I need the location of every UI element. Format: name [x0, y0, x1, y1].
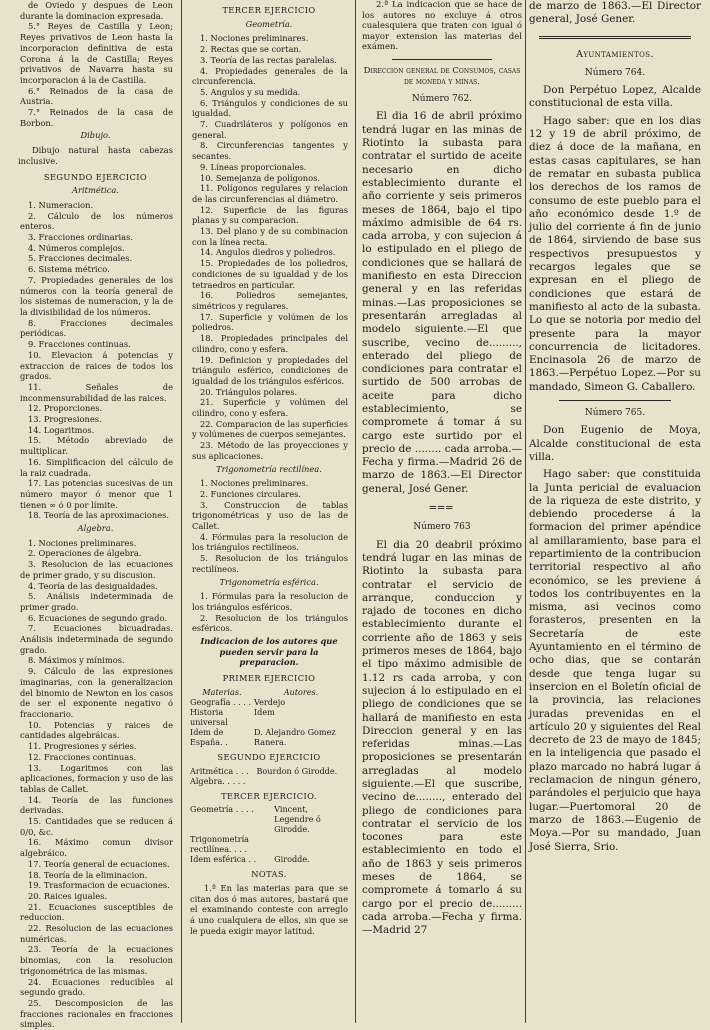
materia-cell: Geografía . . . .	[190, 696, 251, 707]
tercer-authors-table	[190, 804, 348, 864]
list-item: 23. Método de las proyecciones y sus aplicaciones.	[192, 440, 348, 461]
list-item: 7. Ecuaciones bicuadradas. Análisis indeterminada de segundo grado.	[20, 623, 173, 655]
list-item: 16. Poliedros semejantes, simétricos y regulares.	[192, 290, 348, 311]
column-divider	[525, 0, 526, 1023]
list-item: 7. Propiedades generales de los números con la teoría general de los sistemas de numeracion, y la de la divisibilidad de los números.	[20, 274, 173, 317]
anuncio-764: Hago saber: que en los dias 12 y 19 de abril próximo, de diez á doce de la mañana, en estas casas capitulares, se han de rematar en subasta publica los derechos de los ramos de consumo de este pueblo para el año económico desde 1.º de julio del corriente á fin de junio de 1864, sirviendo de base sus respectivos presupuestos y recargos legales que se expresan en el pliego de condiciones que estará de manifiesto al acto de la subasta. Lo que se notoria por medio del presente para la mayor concurrencia de licitadores. Encinasola 26 de marzo de 1863.—Perpétuo Lopez.—Por su mandado, Simeon G. Caballero.	[529, 114, 701, 393]
list-item: 10. Potencias y raices de cantidades algebráicas.	[20, 719, 173, 741]
list-item: 8. Fracciones decimales periódicas.	[20, 317, 173, 339]
materia-cell: Idem de España. .	[190, 726, 228, 747]
list-item: 5. Resolucion de los triángulos rectilíneos.	[192, 553, 348, 574]
list-item: 19. Definicion y propiedades del triángulo esférico, condiciones de igualdad de los triángulos esféricos.	[192, 354, 348, 386]
list-item: 5. Angulos y su medida.	[200, 86, 301, 97]
table-row	[190, 804, 348, 834]
trig-rectilinea-list	[190, 478, 348, 574]
list-item: 1. Nociones preliminares.	[200, 33, 309, 44]
list-item: 4. Propiedades generales de la circunferencia.	[192, 65, 348, 87]
table-row	[190, 727, 348, 747]
materia-cell: Aritmética . . .	[190, 765, 249, 776]
list-item: 12. Proporciones.	[28, 403, 103, 414]
list-item: 8. Máximos y mínimos.	[28, 655, 125, 666]
numero-765: Número 765.	[584, 408, 646, 419]
list-item: 9. Cálculo de las expresiones imaginarias, con la generalizacion del binomio de Newton en los casos de ser el exponente negativo ó fraccionario.	[20, 666, 173, 719]
list-item: 21. Superficie y volúmen del cilindro, cono y esfera.	[192, 397, 348, 419]
list-item: 4. Números complejos.	[28, 242, 125, 253]
list-item: 3. Teoría de las rectas paralelas.	[200, 54, 337, 65]
materia-cell: Idem esférica . .	[190, 854, 257, 865]
list-item: 1. Numeracion.	[28, 199, 94, 210]
list-item: 13. Logaritmos con las aplicaciones, formacion y uso de las tablas de Callet.	[20, 762, 173, 794]
list-item: 18. Propiedades principales del cilindro, cono y esfera.	[192, 333, 348, 354]
segundo-authors-table	[190, 766, 348, 786]
aritmetica-list	[18, 200, 173, 521]
list-item: 20. Raices iguales.	[28, 890, 108, 901]
list-item: 10. Elevacion á potencias y extraccion de raices de todos los grados.	[20, 349, 173, 382]
aritmetica-heading: Aritmética.	[72, 185, 119, 196]
list-item: 1. Fórmulas para la resolucion de los triángulos esféricos.	[192, 591, 348, 612]
list-item: 8. Circunferencias tangentes y secantes.	[192, 140, 348, 162]
tercer-ejercicio-heading-2: TERCER EJERCICIO.	[221, 790, 317, 801]
autor-cell: Girodde.	[274, 854, 310, 865]
materia-cell: Geometría . . . .	[190, 804, 254, 815]
list-item: 12. Fracciones continuas.	[28, 751, 137, 762]
column-2	[190, 0, 348, 1023]
primer-authors-table	[190, 687, 348, 747]
list-item: 12. Superficie de las figuras planas y su comparacion.	[192, 204, 348, 226]
list-item: 16. Simplificacion del cálculo de la raiz cuadrada.	[20, 456, 173, 478]
ayuntamientos-heading: Ayuntamientos.	[576, 48, 654, 60]
list-item: 15. Método abreviado de multiplicar.	[20, 435, 173, 457]
column-4	[529, 0, 701, 1023]
autor-cell: Idem	[253, 706, 275, 717]
list-item: 14. Logaritmos.	[28, 424, 95, 435]
table-row	[190, 854, 348, 864]
list-item: 22. Resolucion de las ecuaciones numéricas.	[20, 923, 173, 944]
algebra-list	[18, 538, 173, 1030]
list-item: 7.° Reinados de la casa de Borbon.	[20, 107, 173, 128]
indicacion-heading: Indicacion de los autores que pueden servir para la preparacion.	[200, 636, 338, 668]
list-item: 21. Ecuaciones susceptibles de reduccion.	[20, 901, 173, 923]
autor-cell	[256, 776, 348, 786]
table-row	[190, 707, 348, 727]
materia-cell: Historia universal	[190, 706, 228, 727]
list-item: 6. Ecuaciones de segundo grado.	[28, 612, 167, 623]
autor-cell: Vincent, Legendre ó Girodde.	[274, 804, 321, 835]
list-item: 18. Teoría de las aproximaciones.	[28, 510, 169, 521]
notas-heading: NOTAS.	[251, 869, 287, 880]
list-item: 5.° Reyes de Castilla y Leon; Reyes privativos de Leon hasta la incorporacion definitiva de esta Corona á la de Castilla; Reyes privativos de Navarra hasta su incorporacion á la de Castilla.	[20, 21, 173, 85]
double-rule	[539, 36, 691, 39]
table-row	[190, 766, 348, 776]
autor-cell: Bourdon ó Girodde.	[256, 765, 338, 776]
intro-765: Don Eugenio de Moya, Alcalde constitucional de esta villa.	[529, 424, 701, 463]
top-signature: de marzo de 1863.—El Director general, José Gener.	[529, 0, 701, 26]
list-item: 2. Operaciones de álgebra.	[28, 548, 142, 559]
numero-764: Número 764.	[584, 67, 646, 78]
list-item: 20. Triángulos polares.	[200, 386, 298, 397]
list-item: 7. Cuadriláteros y polígonos en general.	[192, 119, 348, 140]
nota-2: 2.ª La indicacion que se hace de los autores no excluye á otros cualesquiera que traten con igual ó mayor extension las materias del exámen.	[362, 0, 522, 53]
numero-763: Número 763	[413, 522, 471, 533]
list-item: 5. Análisis indeterminada de primer grado.	[20, 591, 173, 612]
materia-cell: Trigonometría rectilínea. . . .	[190, 834, 249, 855]
section-rule	[392, 59, 492, 60]
list-item: 6. Triángulos y condiciones de su igualdad.	[192, 97, 348, 119]
dibujo-heading: Dibujo.	[80, 130, 111, 141]
anuncio-763: El dia 20 deabril próximo tendrá lugar en las minas de Riotinto la subasta para contratar el servicio de arranque, conduccion y rajado de tocones en dicho establecimiento durante el corriente año de 1863 y seis primeros meses de 1864, bajo el tipo máximo admisible de 1.12 rs cada arroba, y con sujecion á lo estipulado en el pliego de condiciones que se hallará de manifiesto en esta Direccion general y en las referidas minas.—Las proposiciones se presentarán arregladas al modelo siguiente.—El que suscribe, vecino de........, enterado del pliego de condiciones para contratar el servicio de los tocones para este establecimiento en todo el año de 1863 y seis primeros meses de 1864, se compromete á tomarlo á su cargo por el precio de......... cada arroba.—Fecha y firma.—Madrid 27	[362, 538, 522, 937]
list-item: 1. Nociones preliminares.	[200, 478, 309, 489]
intro-764: Don Perpétuo Lopez, Alcalde constitucional de esta villa.	[529, 84, 701, 110]
materias-header: Materias.	[202, 686, 242, 697]
list-item: 2. Rectas que se cortan.	[200, 44, 302, 55]
list-item: 3. Fracciones ordinarias.	[28, 232, 133, 243]
autor-cell: D. Alejandro Gomez Ranera.	[253, 726, 336, 747]
anuncio-762: El dia 16 de abril próximo tendrá lugar en las minas de Riotinto la subasta para contratar el surtido de aceite necesario en dicho establecimiento durante el año corriente y seis primeros meses de 1864, bajo el tipo máximo admisible de 64 rs. cada arroba, y con sujecion á lo estipulado en el pliego de condiciones que se hallará de manifiesto en esta Direccion general y en las referidas minas.—Las proposiciones se presentarán arregladas al modelo siguiente.—El que suscribe, vecino de........., enterado del pliego de condiciones para contratar el surtido de 500 arrobas de aceite para dicho establecimiento, se compromete á tomar á su cargo este surtido por el precio de ........ cada arroba.—Fecha y firma.—Madrid 26 de marzo de 1863.—El Director general, José Gener.	[362, 110, 522, 495]
list-item: 19. Trasformacion de ecuaciones.	[28, 880, 170, 891]
list-item: 6. Sistema métrico.	[28, 264, 110, 275]
list-item: 17. Teoría general de ecuaciones.	[28, 858, 170, 869]
table-row	[190, 776, 348, 786]
history-list-tail	[18, 0, 173, 128]
list-item: 22. Comparacion de las superficies y volúmenes de cuerpos semejantes.	[192, 418, 348, 440]
list-item: 3. Resolucion de las ecuaciones de primer grado, y su discusion.	[20, 559, 173, 580]
separator: ═══	[429, 502, 455, 515]
nota-1: 1.ª En las materias para que se citan dos ó mas autores, bastará que el examinando conteste con arreglo á uno cualquiera de ellos, sin que se le pueda exigir mayor latitud.	[190, 883, 348, 936]
list-item: 3. Construccion de tablas trigonométricas y uso de las de Callet.	[192, 499, 348, 532]
geometria-heading: Geometría.	[245, 18, 293, 29]
list-item: 5. Fracciones decimales.	[28, 253, 133, 264]
list-item: de Oviedo y despues de Leon durante la dominacion expresada.	[20, 0, 173, 21]
materia-cell: Algebra. . . . .	[190, 775, 246, 786]
list-item: 4. Fórmulas para la resolucion de los triángulos rectilíneos.	[192, 531, 348, 553]
list-item: 9. Fracciones continuas.	[28, 339, 131, 350]
list-item: 18. Teoría de la eliminacion.	[28, 869, 148, 880]
geometria-list	[190, 33, 348, 461]
numero-762: Número 762.	[411, 94, 473, 105]
autores-header: Autores.	[283, 686, 319, 697]
direccion-heading: Direccion general de Consumos, casas de moneda y minas.	[363, 65, 521, 87]
list-item: 14. Teoría de las funciones derivadas.	[20, 794, 173, 816]
trig-rectilinea-heading: Trigonometría rectilínea.	[216, 463, 322, 474]
list-item: 11. Polígonos regulares y relacion de las circunferencias al diámetro.	[192, 183, 348, 204]
primer-ejercicio-heading: PRIMER EJERCICIO	[222, 673, 316, 684]
autor-cell: Verdejo	[253, 696, 286, 707]
segundo-ejercicio-heading-2: SEGUNDO EJERCICIO	[217, 751, 321, 762]
list-item: 6.° Reinados de la casa de Austria.	[20, 85, 173, 107]
column-1	[18, 0, 173, 1030]
list-item: 25. Descomposicion de las fracciones racionales en fracciones simples.	[20, 997, 173, 1030]
list-item: 2. Funciones circulares.	[200, 488, 302, 499]
tercer-ejercicio-heading: TERCER EJERCICIO	[222, 5, 316, 15]
anuncio-765: Hago saber: que constituida la Junta pericial de evaluacion de la riqueza de este distrito, y debiendo procederse á la formacion del primer apéndice al amillaramiento, base para el repartimiento de la contribucion territorial respectivo al año económico, se les previene á todos los contribuyentes en la misma, asi vecinos como forasteros, presenten en la Secretaría de este Ayuntamiento en el término de ocho dias, que se contarán desde que tenga lugar su insercion en el Boletín oficial de la provincia, las relaciones juradas prevenidas en el artículo 20 y siguientes del Real decreto de 23 de mayo de 1845; en la inteligencia que pasado el plazo marcado no habrá lugar á reclamacion de ningun género, parándoles el perjuicio que haya lugar.—Puertomoral 20 de marzo de 1863.—Eugenio de Moya.—Por su mandado, Juan José Sierra, Srio.	[529, 468, 701, 853]
list-item: 15. Cantidades que se reducen á 0/0, &c.	[20, 816, 173, 837]
column-3	[362, 0, 522, 1023]
list-item: 9. Líneas proporcionales.	[200, 161, 307, 172]
list-item: 2. Resolucion de los triángulos esféricos.	[192, 612, 348, 634]
list-item: 17. Superficie y volúmen de los poliedros.	[192, 311, 348, 333]
list-item: 10. Semejanza de polígonos.	[200, 172, 321, 183]
list-item: 15. Propiedades de los poliedros, condiciones de su igualdad y de los tetraedros en particular.	[192, 258, 348, 290]
list-item: 11. Progresiones y séries.	[28, 741, 137, 752]
list-item: 24. Ecuaciones reducibles al segundo grado.	[20, 976, 173, 998]
section-rule	[559, 400, 671, 401]
list-item: 17. Las potencias sucesivas de un número mayor ó menor que 1 tienen ∞ ó 0 por límite.	[20, 478, 173, 510]
list-item: 14. Angulos diedros y poliedros.	[200, 247, 336, 258]
trig-esferica-heading: Trigonometría esférica.	[219, 576, 319, 587]
list-item: 23. Teoría de la ecuaciones binomias, con la resolucion trigonométrica de las mismas.	[20, 944, 173, 976]
segundo-ejercicio-heading: SEGUNDO EJERCICIO	[43, 171, 148, 182]
trig-esferica-list	[190, 591, 348, 634]
table-row	[190, 834, 348, 854]
dibujo-text: Dibujo natural hasta cabezas inclusive.	[18, 145, 173, 166]
list-item: 2. Cálculo de los números enteros.	[20, 210, 173, 232]
algebra-heading: Algebra.	[77, 523, 114, 534]
list-item: 1. Nociones preliminares.	[28, 537, 137, 548]
column-divider	[355, 0, 356, 1023]
list-item: 4. Teoría de las desigualdades.	[28, 580, 158, 591]
list-item: 11. Señales de inconmensurabilidad de las raices.	[20, 381, 173, 403]
column-divider	[181, 0, 182, 1023]
list-item: 13. Progresiones.	[28, 414, 102, 425]
list-item: 13. Del plano y de su combinacion con la línea recta.	[192, 226, 348, 247]
table-row	[190, 697, 348, 707]
list-item: 16. Máximo comun divisor algebráico.	[20, 837, 173, 859]
autor-cell	[274, 834, 348, 854]
